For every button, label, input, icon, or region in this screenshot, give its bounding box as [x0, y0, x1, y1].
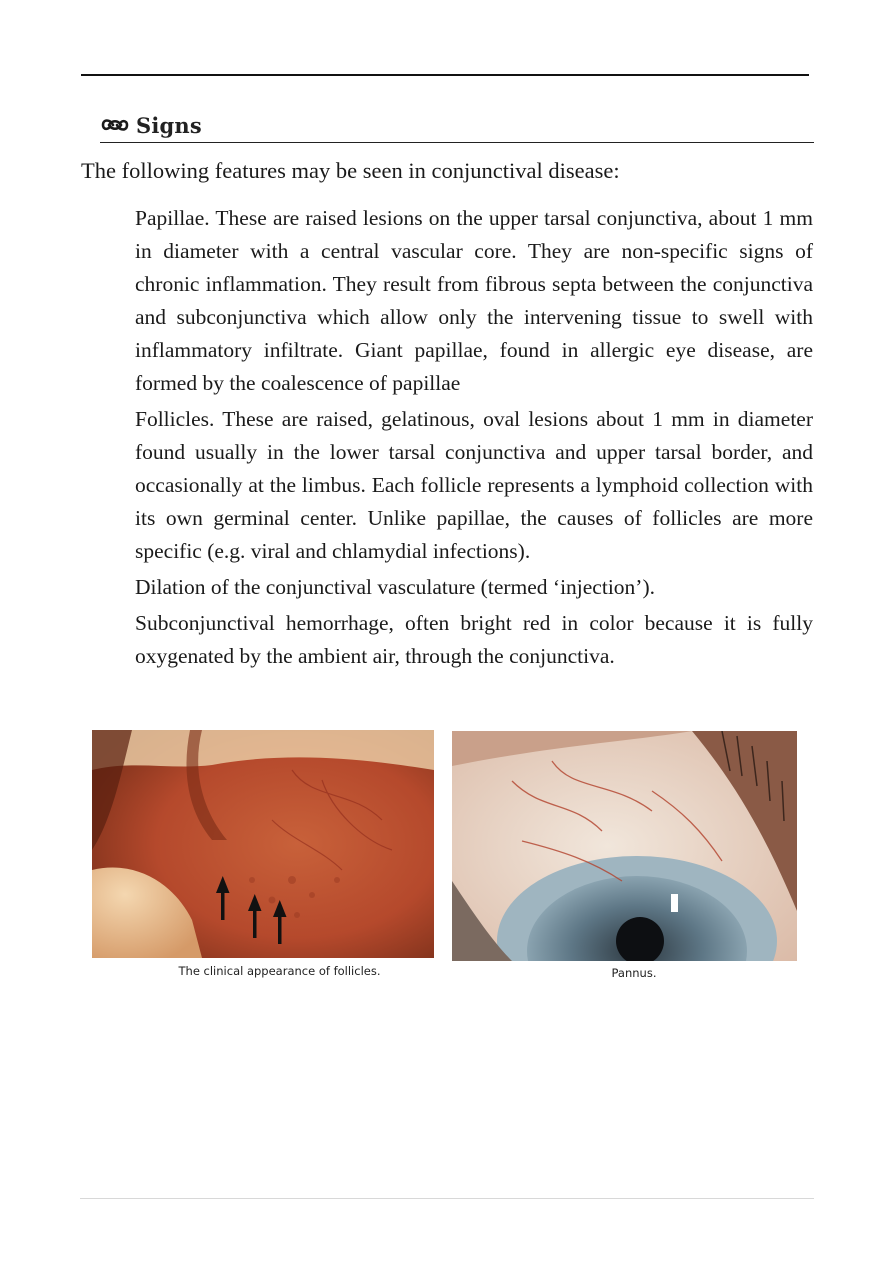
- ornament-icon: [100, 116, 130, 134]
- follicles-photo: [92, 730, 434, 958]
- sign-hemorrhage: Subconjunctival hemorrhage, often bright red in color because it is fully oxygenated by the ambient air, through the conjunctiva.: [135, 611, 813, 668]
- intro-text: The following features may be seen in conjunctival disease:: [81, 158, 620, 183]
- sign-follicles: Follicles. These are raised, gelatinous, oval lesions about 1 mm in diameter found usually in the lower tarsal conjunctiva and upper tarsal border, and occasionally at the limbus. Each follicle represents a lymphoid collection with its own germinal center. Unlike papillae, the causes of follicles are more specific (e.g. viral and chlamydial infections).: [135, 407, 813, 563]
- pannus-photo: [452, 731, 797, 961]
- figure-caption-pannus: Pannus.: [611, 966, 657, 980]
- section-title: Signs: [136, 112, 202, 138]
- top-rule: [81, 74, 809, 76]
- section-heading: [100, 108, 814, 143]
- bottom-rule: [80, 1198, 814, 1199]
- sign-injection: Dilation of the conjunctival vasculature (termed ‘injection’).: [135, 575, 655, 599]
- signs-list: [135, 202, 813, 676]
- figure-caption-follicles: The clinical appearance of follicles.: [178, 964, 381, 978]
- sign-papillae: Papillae. These are raised lesions on the upper tarsal conjunctiva, about 1 mm in diameter with a central vascular core. They are non-specific signs of chronic inflammation. They result from fibrous septa between the conjunctiva and subconjunctiva which allow only the intervening tissue to swell with inflammatory infiltrate. Giant papillae, found in allergic eye disease, are formed by the coalescence of papillae: [135, 206, 813, 395]
